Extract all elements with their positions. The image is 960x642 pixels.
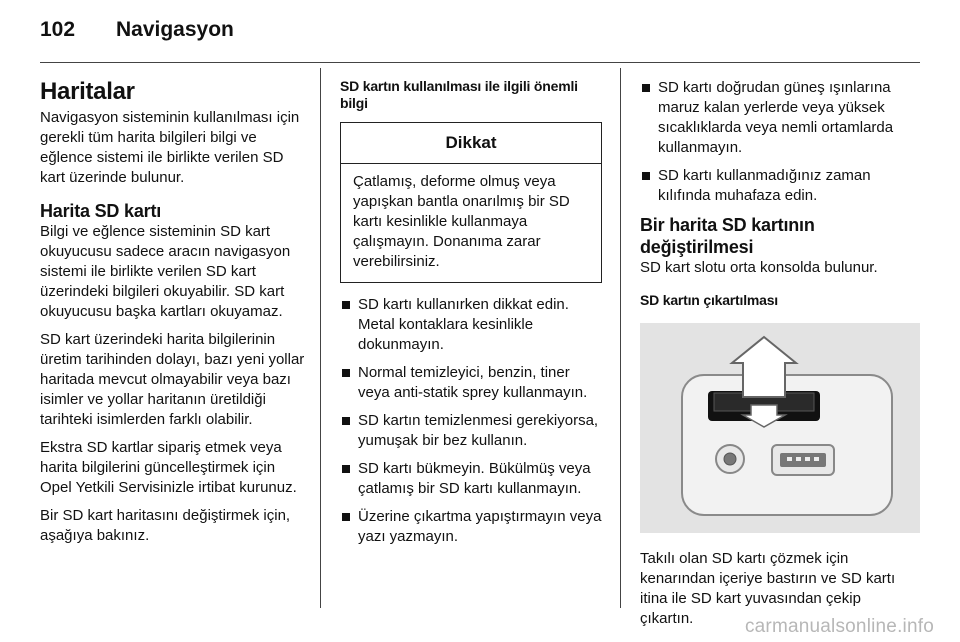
intro-paragraph: Navigasyon sisteminin kullanılması için gerekli tüm harita bilgileri bilgi ve eğlence sistemi ile birlikte verilen SD kart üzerinde bulunur. [40,109,300,186]
section-title-map-sd-card: Harita SD kartı [40,201,162,221]
list-item: SD kartı bükmeyin. Bükülmüş veya çatlamış bir SD kartı kullanmayın. [340,459,602,499]
paragraph-order: Ekstra SD kartlar sipariş etmek veya harita bilgilerini güncelleştirmek için Opel Yetkili Servisinizle irtibat kurunuz. [40,439,297,496]
chapter-title: Navigasyon [116,18,234,41]
column-1 [40,68,306,554]
caution-title: Dikkat [341,123,601,164]
paragraph-map-date: SD kart üzerindeki harita bilgilerinin üretim tarihinden dolayı, bazı yeni yollar haritada mevcut olmayabilir veya bazı isimler ve yollar haritanın üretildiği tarihteki isimlerden farklı olabilir. [40,331,305,428]
handling-list [340,295,602,547]
section-title-haritalar: Haritalar [40,78,135,105]
header-divider [40,62,920,63]
list-item: SD kartı kullanmadığınız zaman kılıfında muhafaza edin. [640,166,910,206]
paragraph-slot-location: SD kart slotu orta konsolda bulunur. [640,259,878,276]
paragraph-change: Bir SD kart haritasını değiştirmek için, aşağıya bakınız. [40,507,291,544]
watermark: carmanualsonline.info [744,616,934,637]
paragraph-removal-steps: Takılı olan SD kartı çözmek için kenarından içeriye bastırın ve SD kartı itina ile SD kart yuvasından çekip çıkartın. [640,550,896,627]
paragraph-reader: Bilgi ve eğlence sisteminin SD kart okuyucusu sadece aracın navigasyon sistemi ile birlikte verilen SD kart üzerindeki bilgileri okuyabilir. SD kart okuyucusu başka kartları okuyamaz. [40,223,291,320]
column-divider-1 [320,68,321,608]
page-header [40,18,920,48]
caution-box [340,122,602,283]
remove-card-heading: SD kartın çıkartılması [640,292,778,308]
list-item: Normal temizleyici, benzin, tiner veya anti-statik sprey kullanmayın. [340,363,602,403]
column-2 [340,78,602,555]
list-item: SD kartı doğrudan güneş ışınlarına maruz kalan yerlerde veya yüksek sıcaklıklarda veya nemli ortamlarda kullanmayın. [640,78,910,158]
important-info-heading: SD kartın kullanılması ile ilgili önemli bilgi [340,78,578,111]
list-item: SD kartın temizlenmesi gerekiyorsa, yumuşak bir bez kullanın. [340,411,602,451]
sd-card-removal-illustration [640,323,920,533]
page-number: 102 [40,18,76,41]
caution-text: Çatlamış, deforme olmuş veya yapışkan bantla onarılmış bir SD kartı kesinlikle kullanmaya çalışmayın. Donanıma zarar verebilirsiniz. [353,173,570,270]
aux-jack-hole [724,453,736,465]
list-item: Üzerine çıkartma yapıştırmayın veya yazı yazmayın. [340,507,602,547]
list-item: SD kartı kullanırken dikkat edin. Metal kontaklara kesinlikle dokunmayın. [340,295,602,355]
section-title-replace-card: Bir harita SD kartının değiştirilmesi [640,215,815,257]
column-divider-2 [620,68,621,608]
storage-list [640,78,910,206]
usb-port-opening [780,453,826,467]
column-3 [640,78,910,637]
